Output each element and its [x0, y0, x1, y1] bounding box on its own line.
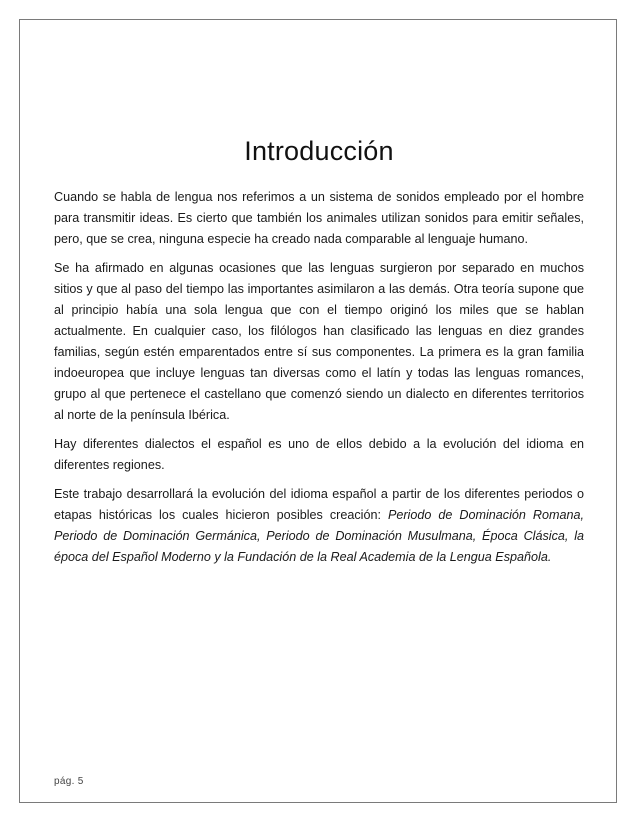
page-number: pág. 5	[54, 776, 84, 787]
document-body	[54, 187, 584, 576]
paragraph-1-text: Cuando se habla de lengua nos referimos a un sistema de sonidos empleado por el hombre para transmitir ideas. Es cierto que también los animales utilizan sonidos para emitir señales, pero, que se crea, ninguna especie ha creado nada comparable al lenguaje humano.	[54, 190, 584, 246]
paragraph-3	[54, 434, 584, 476]
paragraph-4	[54, 484, 584, 568]
paragraph-2	[54, 258, 584, 426]
paragraph-4-italic-periods: Periodo de Dominación Romana, Periodo de Dominación Germánica, Periodo de Dominación Musulmana, Época Clásica, la época del Español Moderno y la Fundación de la Real Academia de la Lengua Española.	[54, 508, 584, 564]
paragraph-1	[54, 187, 584, 250]
paragraph-4-text: Este trabajo desarrollará la evolución del idioma español a partir de los diferentes periodos o etapas históricas los cuales hicieron posibles creación:	[54, 487, 584, 522]
paragraph-2-text: Se ha afirmado en algunas ocasiones que las lenguas surgieron por separado en muchos sitios y que al paso del tiempo las importantes asimilaron a las demás. Otra teoría supone que al principio había una sola lengua que con el tiempo originó los miles que se hablan actualmente. En cualquier caso, los filólogos han clasificado las lenguas en diez grandes familias, según estén emparentados entre sí sus componentes. La primera es la gran familia indoeuropea que incluye lenguas tan diversas como el latín y todas las lenguas romances, grupo al que pertenece el castellano que comenzó siendo un dialecto en diferentes territorios al norte de la península Ibérica.	[54, 261, 584, 422]
paragraph-3-text: Hay diferentes dialectos el español es uno de ellos debido a la evolución del idioma en diferentes regiones.	[54, 437, 584, 472]
page-title: Introducción	[244, 136, 394, 166]
